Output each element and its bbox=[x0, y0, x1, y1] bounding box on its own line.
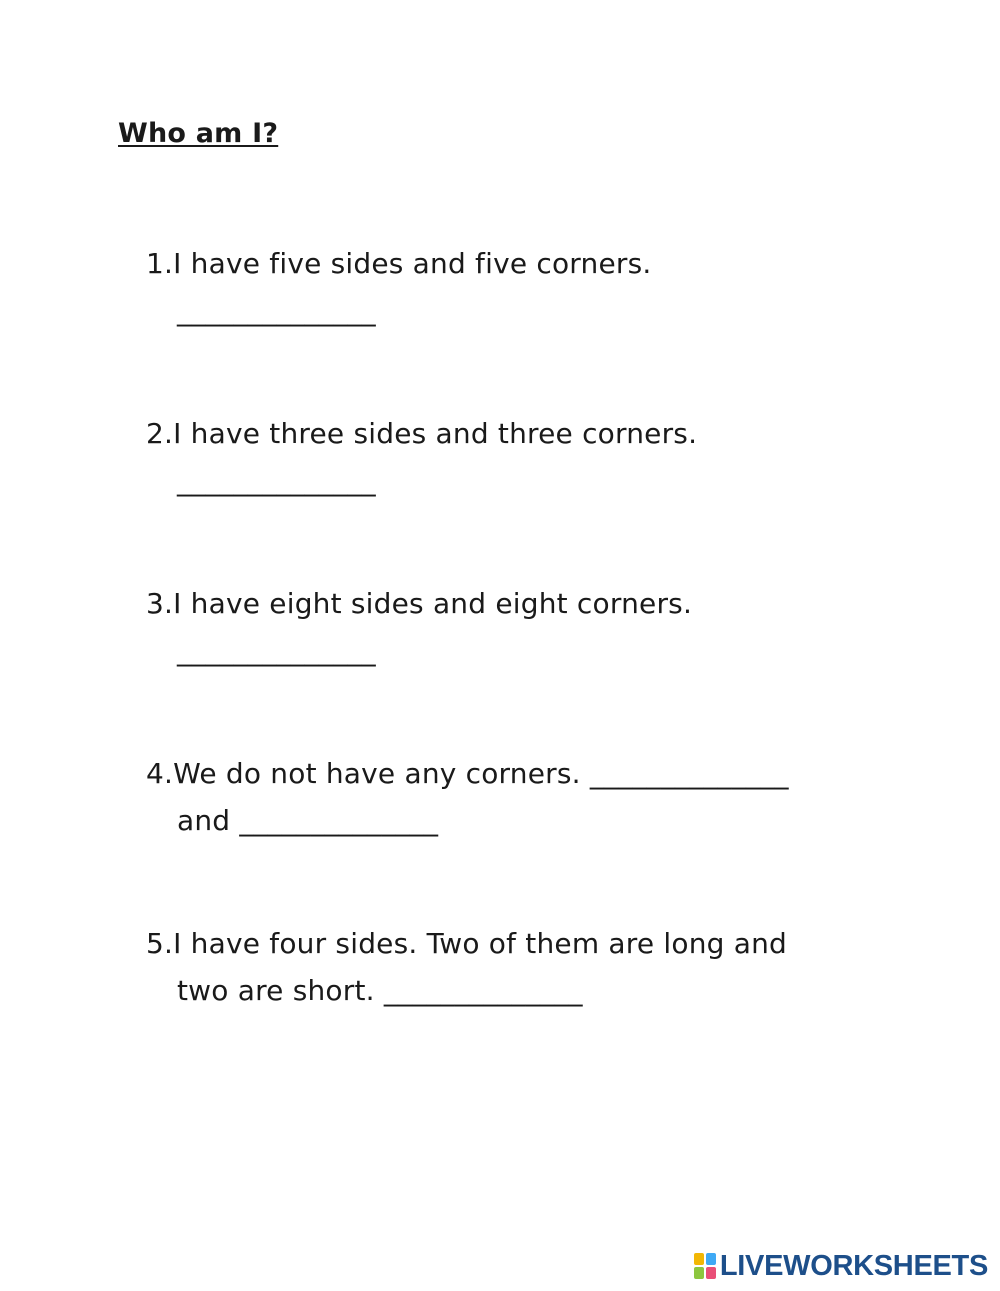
logo-text: LIVEWORKSHEETS bbox=[719, 1249, 988, 1282]
logo-mark-icon bbox=[694, 1253, 716, 1279]
question-number: 5. bbox=[146, 927, 174, 960]
question-text: I have four sides. Two of them are long and bbox=[173, 927, 787, 960]
question-1 bbox=[146, 240, 886, 334]
answer-blank[interactable]: ______________ bbox=[177, 464, 376, 497]
worksheet-title: Who am I? bbox=[118, 118, 279, 149]
liveworksheets-logo[interactable] bbox=[694, 1250, 988, 1282]
answer-blank[interactable]: ______________ bbox=[177, 634, 376, 667]
question-text-continued: two are short. ______________ bbox=[177, 974, 583, 1007]
question-3 bbox=[146, 580, 886, 674]
question-text: I have three sides and three corners. bbox=[173, 417, 698, 450]
question-number: 2. bbox=[146, 417, 174, 450]
question-number: 1. bbox=[146, 247, 174, 280]
question-text-continued: and ______________ bbox=[177, 804, 439, 837]
answer-blank[interactable]: ______________ bbox=[177, 294, 376, 327]
question-number: 3. bbox=[146, 587, 174, 620]
question-text: I have eight sides and eight corners. bbox=[173, 587, 693, 620]
question-2 bbox=[146, 410, 886, 504]
question-text: I have five sides and five corners. bbox=[173, 247, 652, 280]
question-4 bbox=[146, 750, 886, 844]
question-5 bbox=[146, 920, 886, 1014]
question-number: 4. bbox=[146, 757, 174, 790]
question-text: We do not have any corners. ______________ bbox=[173, 757, 789, 790]
